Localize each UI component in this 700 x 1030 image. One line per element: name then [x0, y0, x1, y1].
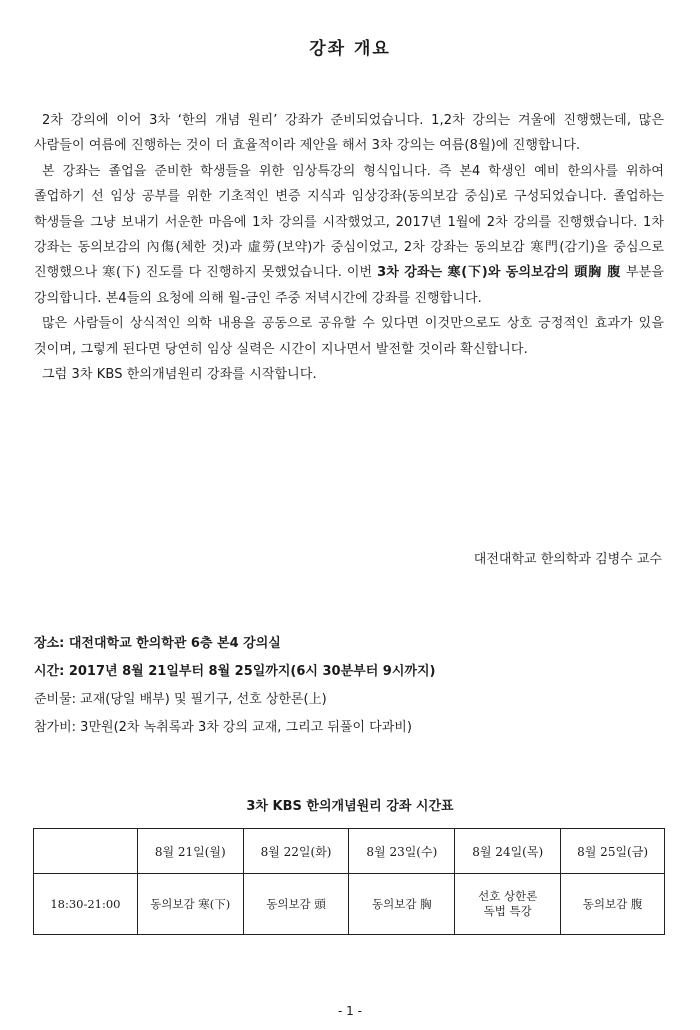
paragraph-purpose-emphasis: 3차 강좌는 寒(下)와 동의보감의 頭胸 腹 — [377, 265, 622, 281]
paragraph-start: 그럼 3차 KBS 한의개념원리 강좌를 시작합니다. — [42, 367, 317, 383]
schedule-table — [33, 828, 665, 935]
course-info — [34, 630, 674, 742]
schedule-day: 8월 21일(월) — [137, 829, 243, 874]
schedule-topic: 동의보감 頭 — [243, 874, 349, 935]
schedule-corner-cell — [34, 829, 138, 874]
schedule-day: 8월 23일(수) — [349, 829, 455, 874]
page-number: - 1 - — [338, 1004, 362, 1018]
info-materials: 준비물: 교재(당일 배부) 및 필기구, 선호 상한론(上) — [34, 692, 327, 707]
paragraph-intro: 2차 강의에 이어 3차 ‘한의 개념 원리’ 강좌가 준비되었습니다. 1,2차 강의는 겨울에 진행했는데, 많은 사람들이 여름에 진행하는 것이 더 효율적이라 제안을 해서 3차 강의는 여름(8월)에 진행합니다. — [34, 113, 664, 154]
schedule-topic: 동의보감 腹 — [561, 874, 665, 935]
info-fee: 참가비: 3만원(2차 녹취록과 3차 강의 교재, 그리고 뒤풀이 다과비) — [34, 720, 412, 735]
paragraph-purpose-text: 본 강좌는 졸업을 준비한 학생들을 위한 임상특강의 형식입니다. 즉 본4 학생인 예비 한의사를 위하여 졸업하기 선 임상 공부를 위한 기초적인 변증 지식과 임상강좌(동의보감 중심)로 구성되었습니다. 졸업하는 학생들을 그냥 보내기 서운한 마음에 1차 강의를 시작했었고, 2017년 1월에 2차 강의를 진행했습니다. 1차 강좌는 동의보감의 內傷(체한 것)과 虛勞(보약)가 중심이었고, 2차 강좌는 동의보감 寒門(감기)을 중심으로 진행했으나 寒(下) 진도를 다 진행하지 못했었습니다. 이번 — [34, 163, 664, 281]
schedule-time-slot: 18:30-21:00 — [34, 874, 138, 935]
schedule-day: 8월 24일(목) — [455, 829, 561, 874]
schedule-topic: 동의보감 胸 — [349, 874, 455, 935]
schedule-session-row — [34, 874, 665, 935]
paragraph-purpose — [34, 159, 664, 311]
schedule-topic — [455, 874, 561, 935]
schedule-title: 3차 KBS 한의개념원리 강좌 시간표 — [246, 799, 454, 814]
schedule-topic-special: 선호 상한론 독법 특강 — [478, 889, 538, 918]
overview-body — [34, 108, 664, 387]
schedule-day: 8월 22일(화) — [243, 829, 349, 874]
author-signature: 대전대학교 한의학과 김병수 교수 — [473, 552, 662, 567]
schedule-topic: 동의보감 寒(下) — [137, 874, 243, 935]
document-title: 강좌 개요 — [309, 39, 391, 59]
info-time: 시간: 2017년 8월 21일부터 8월 25일까지(6시 30분부터 9시까지) — [34, 664, 436, 679]
schedule-header-row — [34, 829, 665, 874]
paragraph-purpose-tail: 부분을 강의합니다. 본4들의 요청에 의해 월-금인 주중 저녁시간에 강좌를 진행합니다. — [34, 265, 664, 306]
info-location: 장소: 대전대학교 한의학관 6층 본4 강의실 — [34, 636, 281, 651]
schedule-day: 8월 25일(금) — [561, 829, 665, 874]
paragraph-effect: 많은 사람들이 상식적인 의학 내용을 공동으로 공유할 수 있다면 이것만으로도 상호 긍정적인 효과가 있을 것이며, 그렇게 된다면 당연히 임상 실력은 시간이 지나면서 발전할 것이라 확신합니다. — [34, 316, 664, 357]
